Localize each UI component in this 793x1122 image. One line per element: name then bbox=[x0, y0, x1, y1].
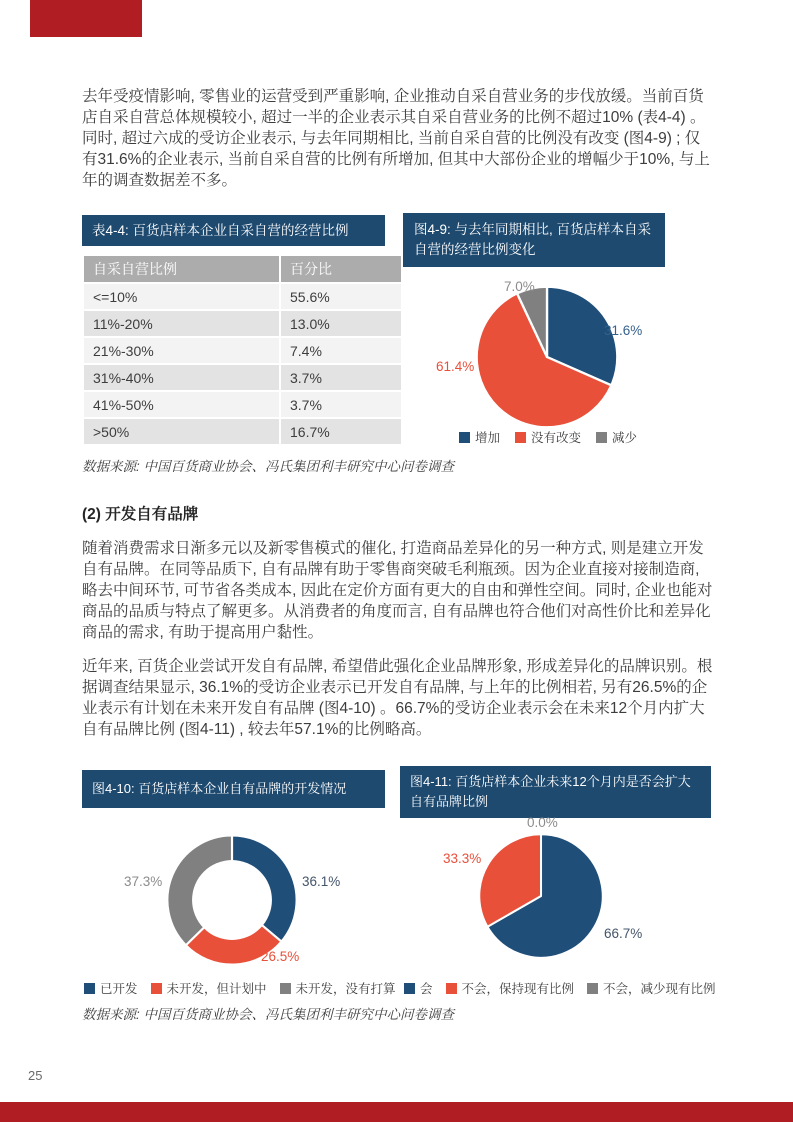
pie-label: 66.7% bbox=[604, 926, 643, 941]
table-cell-pct: 13.0% bbox=[281, 311, 401, 336]
legend-item bbox=[587, 979, 716, 997]
legend-label: 不会，保持现有比例 bbox=[461, 982, 575, 996]
table-cell-range: <=10% bbox=[84, 284, 279, 309]
legend-swatch-icon bbox=[404, 983, 415, 994]
legend-label: 会 bbox=[420, 982, 433, 996]
pie-label: 33.3% bbox=[443, 851, 482, 866]
table-cell-range: 41%-50% bbox=[84, 392, 279, 417]
legend-item bbox=[596, 428, 637, 446]
figure-4-9-title: 图4-9: 与去年同期相比, 百货店样本自采自营的经营比例变化 bbox=[403, 213, 665, 267]
legend-item bbox=[84, 979, 138, 997]
legend-label: 没有改变 bbox=[530, 431, 581, 445]
figure-4-11-legend bbox=[404, 979, 714, 997]
top-red-band bbox=[30, 0, 142, 37]
table-row bbox=[84, 311, 401, 336]
table-cell-range: >50% bbox=[84, 419, 279, 444]
legend-label: 未开发，但计划中 bbox=[166, 982, 267, 996]
legend-swatch-icon bbox=[151, 983, 162, 994]
table-cell-range: 11%-20% bbox=[84, 311, 279, 336]
pie-label: 37.3% bbox=[124, 874, 163, 889]
table-row bbox=[84, 392, 401, 417]
pie-label: 0.0% bbox=[527, 815, 558, 830]
legend-swatch-icon bbox=[596, 432, 607, 443]
figure-4-10-title: 图4-10: 百货店样本企业自有品牌的开发情况 bbox=[82, 770, 385, 808]
table-row bbox=[84, 365, 401, 390]
legend-swatch-icon bbox=[515, 432, 526, 443]
figure-4-11-title: 图4-11: 百货店样本企业未来12个月内是否会扩大自有品牌比例 bbox=[400, 766, 711, 818]
section-heading: (2) 开发自有品牌 bbox=[82, 506, 199, 523]
legend-label: 已开发 bbox=[100, 982, 138, 996]
bottom-red-band bbox=[0, 1102, 793, 1122]
figure-4-10-legend bbox=[84, 979, 396, 997]
pie-label: 61.4% bbox=[436, 359, 475, 374]
table-4-4-title: 表4-4: 百货店样本企业自采自营的经营比例 bbox=[82, 215, 385, 246]
legend-item bbox=[515, 428, 581, 446]
table-cell-pct: 55.6% bbox=[281, 284, 401, 309]
legend-item bbox=[151, 979, 267, 997]
donut-chart-4-10 bbox=[164, 832, 300, 968]
paragraph-intro: 去年受疫情影响, 零售业的运营受到严重影响, 企业推动自采自营业务的步伐放缓。当前百货店自采自营总体规模较小, 超过一半的企业表示其自采自营业务的比例不超过10% (表4-4) 。同时, 超过六成的受访企业表示, 与去年同期相比, 当前自采自营的比例没有改变 (图4-9) ; 仅有31.6%的企业表示, 当前自采自营的比例有所增加, 但其中大部份企业的增幅少于10%, 与上年的调查数据差不多。 bbox=[82, 88, 710, 189]
table-cell-pct: 3.7% bbox=[281, 365, 401, 390]
legend-item bbox=[459, 428, 500, 446]
figure-4-9-legend bbox=[403, 428, 693, 446]
pie-chart-4-9 bbox=[473, 283, 621, 431]
legend-label: 增加 bbox=[474, 431, 500, 445]
table-cell-pct: 3.7% bbox=[281, 392, 401, 417]
legend-label: 不会，减少现有比例 bbox=[603, 982, 716, 996]
table-row bbox=[84, 284, 401, 309]
legend-swatch-icon bbox=[84, 983, 95, 994]
table-4-4 bbox=[82, 254, 403, 446]
legend-item bbox=[446, 979, 575, 997]
table-row bbox=[84, 338, 401, 363]
pie-chart-4-11 bbox=[476, 831, 606, 961]
legend-swatch-icon bbox=[459, 432, 470, 443]
legend-swatch-icon bbox=[446, 983, 457, 994]
pie-label: 31.6% bbox=[604, 323, 643, 338]
legend-swatch-icon bbox=[587, 983, 598, 994]
page-number: 25 bbox=[28, 1068, 43, 1083]
table-cell-range: 31%-40% bbox=[84, 365, 279, 390]
column-header-percent: 百分比 bbox=[281, 256, 401, 282]
legend-label: 减少 bbox=[612, 431, 638, 445]
pie-label: 7.0% bbox=[504, 279, 535, 294]
table-header-row bbox=[84, 256, 401, 282]
table-cell-range: 21%-30% bbox=[84, 338, 279, 363]
legend-item bbox=[404, 979, 433, 997]
legend-item bbox=[280, 979, 396, 997]
pie-label: 26.5% bbox=[261, 949, 300, 964]
paragraph-private-brand-1: 随着消费需求日渐多元以及新零售模式的催化, 打造商品差异化的另一种方式, 则是建立开发自有品牌。在同等品质下, 自有品牌有助于零售商突破毛利瓶颈。因为企业直接对接制造商, 略去中间环节, 可节省各类成本, 因此在定价方面有更大的自由和弹性空间。同时, 企业也能对商品的品质与特点了解更多。从消费者的角度而言, 自有品牌也符合他们对高性价比和差异化商品的需求, 有助于提高用户黏性。 bbox=[82, 540, 713, 641]
table-cell-pct: 16.7% bbox=[281, 419, 401, 444]
table-cell-pct: 7.4% bbox=[281, 338, 401, 363]
legend-label: 未开发，没有打算 bbox=[295, 982, 396, 996]
paragraph-private-brand-2: 近年来, 百货企业尝试开发自有品牌, 希望借此强化企业品牌形象, 形成差异化的品牌识别。根据调查结果显示, 36.1%的受访企业表示已开发自有品牌, 与上年的比例相若, 另有26.5%的企业表示有计划在未来开发自有品牌 (图4-10) 。66.7%的受访企业表示会在未来12个月内扩大自有品牌比例 (图4-11) , 较去年57.1%的比例略高。 bbox=[82, 658, 713, 738]
table-row bbox=[84, 419, 401, 444]
column-header-ratio: 自采自营比例 bbox=[84, 256, 279, 282]
legend-swatch-icon bbox=[280, 983, 291, 994]
data-source-note-table: 数据来源: 中国百货商业协会、冯氏集团利丰研究中心问卷调查 bbox=[82, 459, 455, 474]
data-source-note-bottom: 数据来源: 中国百货商业协会、冯氏集团利丰研究中心问卷调查 bbox=[82, 1007, 455, 1022]
pie-label: 36.1% bbox=[302, 874, 341, 889]
